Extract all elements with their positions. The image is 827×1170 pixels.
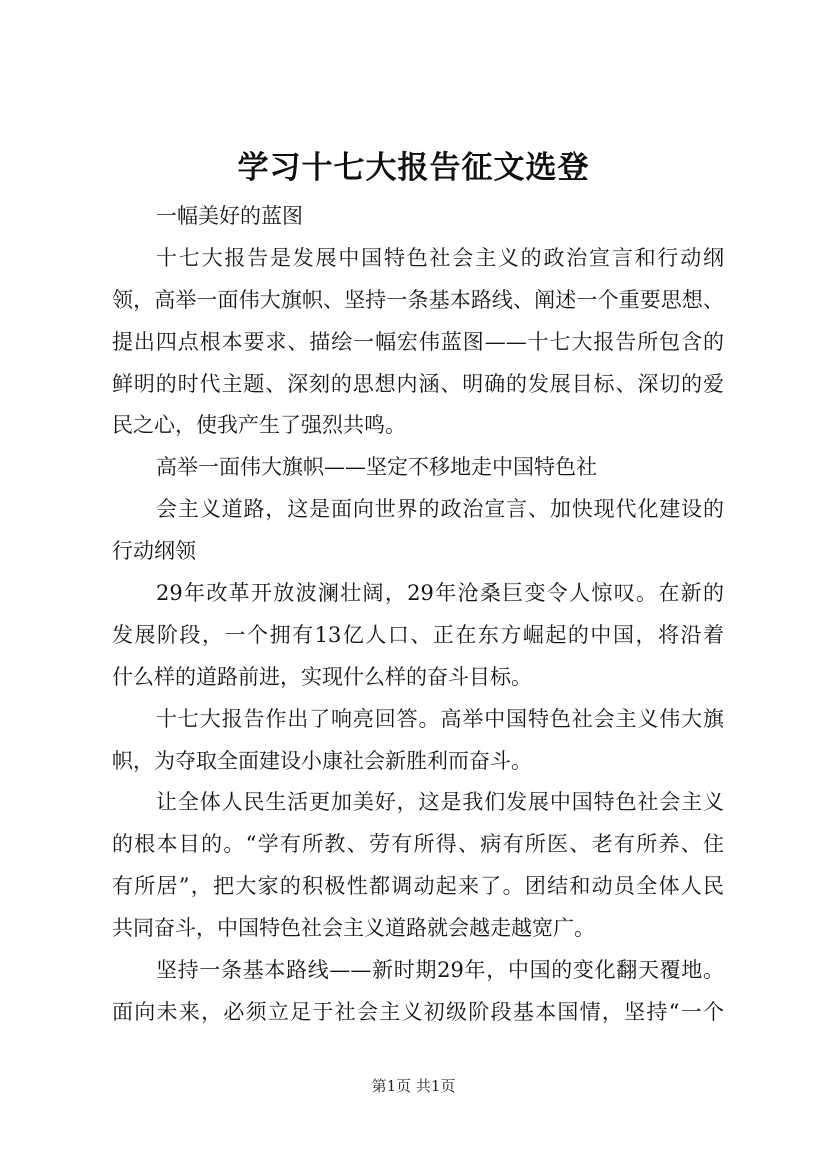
text-line: 高举一面伟大旗帜——坚定不移地走中国特色社 (156, 455, 597, 480)
text-line: 民之心，使我产生了强烈共鸣。 (112, 413, 406, 438)
document-body (112, 196, 724, 1034)
document-title: 学习十七大报告征文选登 (237, 150, 590, 186)
text-line: 什么样的道路前进，实现什么样的奋斗目标。 (112, 664, 532, 689)
text-line: 行动纲领 (112, 539, 196, 564)
text-line: 让全体人民生活更加美好，这是我们发展中国特色社会主义 (156, 790, 724, 815)
text-line: 共同奋斗，中国特色社会主义道路就会越走越宽广。 (112, 916, 595, 941)
text-line: 有所居”，把大家的积极性都调动起来了。团结和动员全体人民 (112, 874, 724, 899)
text-line: 提出四点根本要求、描绘一幅宏伟蓝图——十七大报告所包含的 (112, 329, 724, 354)
text-line: 29年改革开放波澜壮阔，29年沧桑巨变令人惊叹。在新的 (156, 581, 724, 606)
page-footer: 第1页 共1页 (371, 1077, 456, 1095)
text-line: 会主义道路，这是面向世界的政治宣言、加快现代化建设的 (156, 497, 724, 522)
text-line: 领，高举一面伟大旗帜、坚持一条基本路线、阐述一个重要思想、 (112, 287, 724, 312)
text-line: 面向未来，必须立足于社会主义初级阶段基本国情，坚持“一个 (112, 999, 724, 1024)
text-line: 发展阶段，一个拥有13亿人口、正在东方崛起的中国，将沿着 (112, 622, 724, 647)
text-line: 的根本目的。“学有所教、劳有所得、病有所医、老有所养、住 (112, 832, 724, 857)
text-line: 坚持一条基本路线——新时期29年，中国的变化翻天覆地。 (156, 958, 724, 983)
text-line: 鲜明的时代主题、深刻的思想内涵、明确的发展目标、深切的爱 (112, 371, 724, 396)
text-line: 帜，为夺取全面建设小康社会新胜利而奋斗。 (112, 748, 532, 773)
text-line: 一幅美好的蓝图 (156, 204, 303, 228)
text-line: 十七大报告是发展中国特色社会主义的政治宣言和行动纲 (156, 245, 724, 270)
text-line: 十七大报告作出了响亮回答。高举中国特色社会主义伟大旗 (156, 706, 724, 731)
